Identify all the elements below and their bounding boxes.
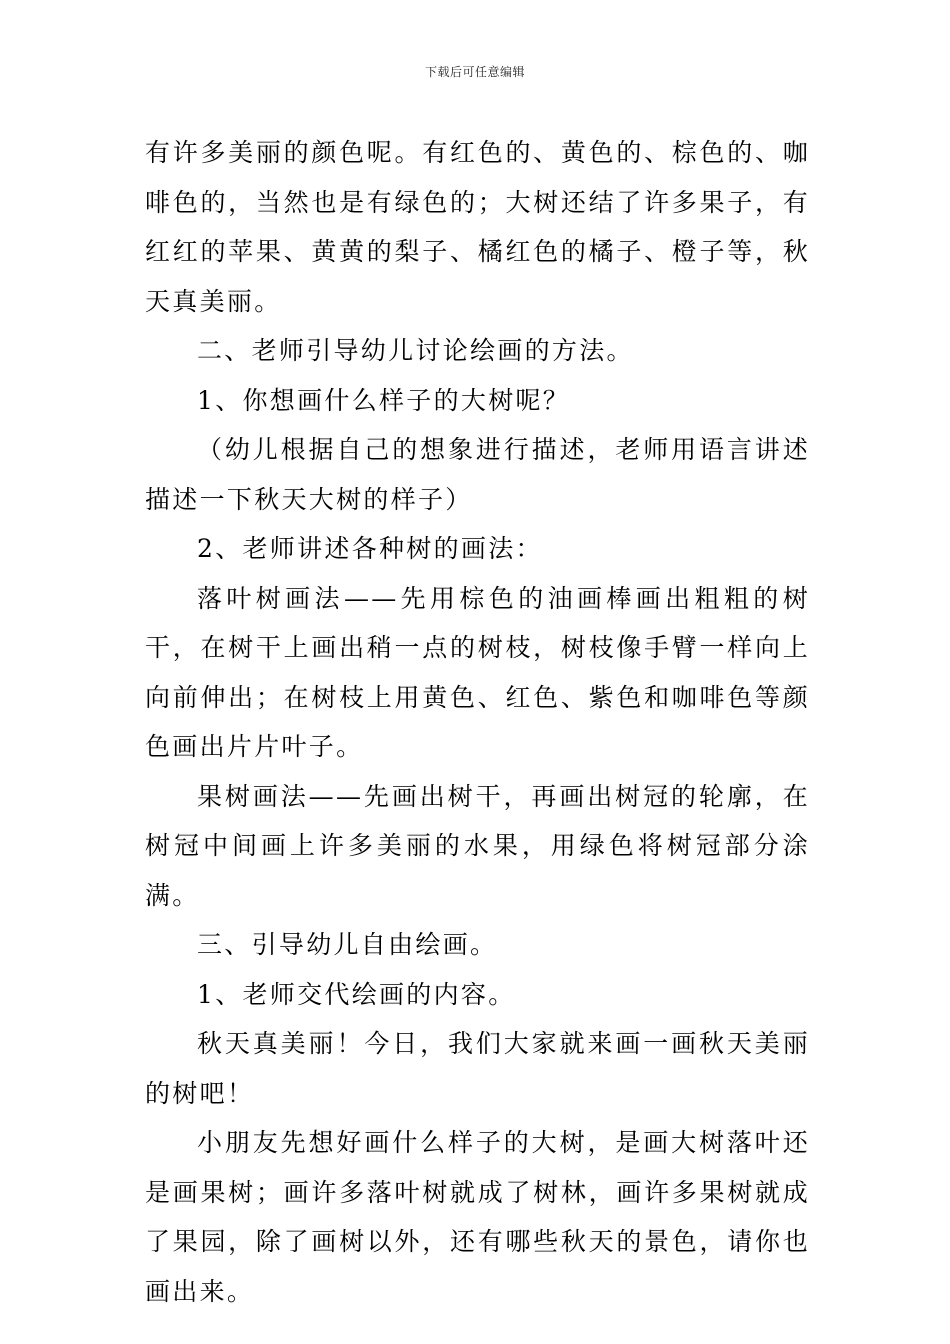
document-body [145,128,810,1316]
paragraph-deciduous-tree-method: 落叶树画法——先用棕色的油画棒画出粗粗的树干，在树干上画出稍一点的树枝，树枝像手臂一样向上向前伸出；在树枝上用黄色、红色、紫色和咖啡色等颜色画出片片叶子。 [145,583,810,761]
paragraph-colors-of-tree: 有许多美丽的颜色呢。有红色的、黄色的、棕色的、咖啡色的，当然也是有绿色的；大树还结了许多果子，有红红的苹果、黄黄的梨子、橘红色的橘子、橙子等，秋天真美丽。 [145,138,810,316]
paragraph-fruit-tree-method: 果树画法——先画出树干，再画出树冠的轮廓，在树冠中间画上许多美丽的水果，用绿色将树冠部分涂满。 [145,781,810,910]
item-teacher-methods: 2、老师讲述各种树的画法： [197,534,543,563]
page-header: 下载后可任意编辑 [424,65,525,79]
question-what-tree: 1、你想画什么样子的大树呢？ [197,385,571,415]
section-heading-discussion: 二、老师引导幼儿讨论绘画的方法。 [197,336,634,365]
paragraph-children-describe: （幼儿根据自己的想象进行描述，老师用语言讲述描述一下秋天大树的样子） [145,435,810,514]
section-heading-free-drawing: 三、引导幼儿自由绘画。 [197,930,498,959]
paragraph-autumn-beautiful: 秋天真美丽！今日，我们大家就来画一画秋天美丽的树吧！ [145,1029,810,1108]
paragraph-children-plan: 小朋友先想好画什么样子的大树，是画大树落叶还是画果树；画许多落叶树就成了树林，画许多果树就成了果园，除了画树以外，还有哪些秋天的景色，请你也画出来。 [145,1128,810,1306]
item-drawing-content: 1、老师交代绘画的内容。 [197,979,516,1009]
